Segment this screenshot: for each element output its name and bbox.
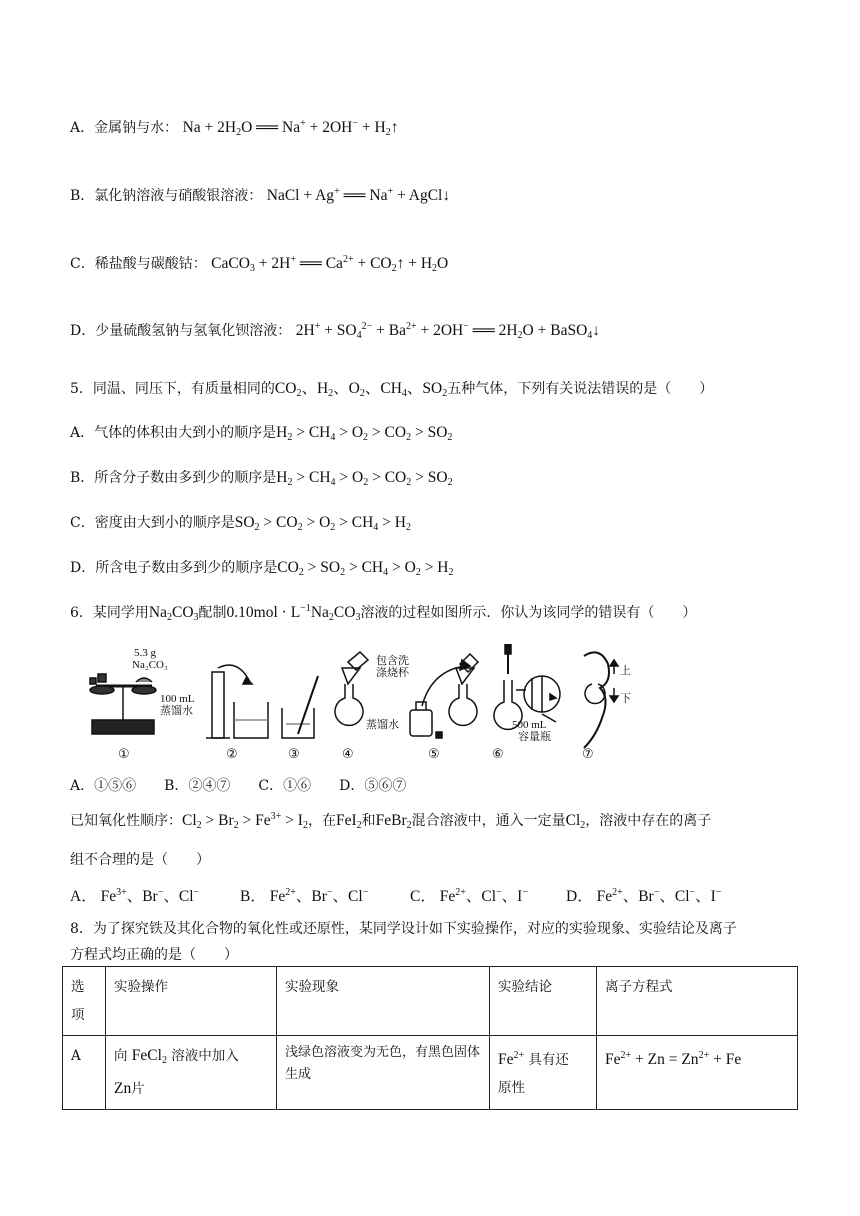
water-label: 蒸馏水 xyxy=(160,705,193,717)
volumetric-flask-icon xyxy=(335,652,368,725)
q4-d-equation: $2H^+ + SO_4^{2-} + Ba^{2+} + 2OH^-$ ══ $2H_2O$ + BaSO$_4$↓ xyxy=(295,321,601,341)
table-row xyxy=(63,1036,798,1110)
q4-a-equation: $Na + 2H_2O$ ══ $Na^+ + 2OH^- + H_2↑$ xyxy=(182,118,399,138)
balance-icon xyxy=(90,674,156,734)
mass-label: 5.3 g xyxy=(134,647,156,659)
q5-option-c: C．密度由大到小的顺序是$SO_2 > CO_2 > O_2 > CH_4 > H_2$ xyxy=(70,514,411,533)
q8-stem-line2: 方程式均正确的是（ ） xyxy=(70,947,238,963)
step-2-label: ② xyxy=(226,747,238,762)
q4-option-d: D．少量硫酸氢钠与氢氧化钡溶液： $2H^+ + SO_4^{2-} + Ba^{2+} + 2OH^-$ ══ $2H_2O$ + BaSO$_4$↓ xyxy=(70,321,601,341)
q4-option-c: C．稀盐酸与碳酸钴： CaCO$_3$ + 2H+ ══ $Ca^{2+}$ + $CO_2↑ + H_2O$ xyxy=(70,254,449,274)
eye-level-icon xyxy=(524,676,560,722)
wash-label-2: 涤烧杯 xyxy=(376,667,409,679)
step-7-label: ⑦ xyxy=(582,747,594,762)
q7-stem-line1: 已知氧化性顺序：$Cl_2 > Br_2 > Fe^{3+} > I_2$，在FeI$_2$和FeBr$_2$混合溶液中，通入一定量$Cl_2$，溶液中存在的离子 xyxy=(70,811,712,831)
row-conclusion: $Fe^{2+}$ 具有还 原性 xyxy=(490,1036,597,1110)
row-operation: 向 FeCl$_2$ 溶液中加入 Zn片 xyxy=(106,1036,277,1110)
wash-bottle-icon xyxy=(410,702,442,738)
water-label-2: 蒸馏水 xyxy=(366,719,399,731)
flask-label: 容量瓶 xyxy=(518,731,551,743)
q7-option-b: B． $Fe^{2+}$、Br−、Cl− xyxy=(240,887,369,905)
up-label: 上 xyxy=(620,665,631,677)
step-5-label: ⑤ xyxy=(428,747,440,762)
q5-option-d: D．所含电子数由多到少的顺序是$CO_2 > SO_2 > CH_4 > O_2 > H_2$ xyxy=(70,559,454,578)
q4-option-b: B．氯化钠溶液与硝酸银溶液： NaCl + Ag+ ══ Na+ + AgCl↓ xyxy=(70,186,451,204)
shaking-flask-icon xyxy=(584,652,618,748)
q5-option-b: B．所含分子数由多到少的顺序是$H_2 > CH_4 > O_2 > CO_2 > SO_2$ xyxy=(70,469,453,488)
q4-option-a: A．金属钠与水： $Na + 2H_2O$ ══ $Na^+ + 2OH^- + H_2↑$ xyxy=(70,118,399,138)
header-operation: 实验操作 xyxy=(106,967,277,1036)
step-1-label: ① xyxy=(118,747,130,762)
solution-preparation-figure xyxy=(86,644,642,764)
step-4-label: ④ xyxy=(342,747,354,762)
table-header-row xyxy=(63,967,798,1036)
stirring-beaker-icon xyxy=(282,676,318,738)
step-3-label: ③ xyxy=(288,747,300,762)
q8-stem-line1: 8．为了探究铁及其化合物的氧化性或还原性，某同学设计如下实验操作，对应的实验现象、实验结论及离子 xyxy=(70,921,737,937)
q7-stem-line2: 组不合理的是（ ） xyxy=(70,852,210,868)
header-conclusion: 实验结论 xyxy=(490,967,597,1036)
flask-volume-label: 500 mL xyxy=(512,719,547,731)
wash-label-1: 包含洗 xyxy=(376,655,409,667)
salt-label: Na₂CO₃ xyxy=(132,659,168,671)
header-option: 选 项 xyxy=(63,967,106,1036)
header-equation: 离子方程式 xyxy=(597,967,798,1036)
row-phenomenon: 浅绿色溶液变为无色，有黑色固体生成 xyxy=(277,1036,490,1110)
header-phenomenon: 实验现象 xyxy=(277,967,490,1036)
water-volume-label: 100 mL xyxy=(160,693,195,705)
q6-stem: 6．某同学用$Na_2CO_3$配制$0.10mol \cdot L^{-1}Na_2CO_3$溶液的过程如图所示．你认为该同学的错误有（ ） xyxy=(70,603,697,623)
q7-option-d: D． $Fe^{2+}$、Br−、Cl−、I− xyxy=(566,887,722,905)
beaker-icon xyxy=(234,702,268,738)
q4-b-equation: NaCl + Ag+ ══ Na+ + AgCl↓ xyxy=(266,186,451,204)
row-option: A xyxy=(63,1036,106,1110)
graduated-cylinder-icon xyxy=(206,665,252,738)
q6-options: A．①⑤⑥ B．②④⑦ C．①⑥ D．⑤⑥⑦ xyxy=(70,778,407,794)
experiment-table xyxy=(62,966,798,1110)
q5-stem: 5．同温、同压下，有质量相同的$CO_2$、$H_2$、$O_2$、$CH_4$、$SO_2$五种气体，下列有关说法错误的是（ ） xyxy=(70,380,714,399)
step-6-label: ⑥ xyxy=(492,747,504,762)
q7-option-a: A． $Fe^{3+}$、Br−、Cl− xyxy=(70,887,200,905)
q5-option-a: A．气体的体积由大到小的顺序是$H_2 > CH_4 > O_2 > CO_2 > SO_2$ xyxy=(70,424,453,443)
row-equation: $Fe^{2+} + Zn = Zn^{2+} + Fe$ xyxy=(597,1036,798,1110)
q7-option-c: C． $Fe^{2+}$、Cl−、I− xyxy=(410,887,528,905)
q4-c-equation: CaCO$_3$ + 2H+ ══ $Ca^{2+}$ + $CO_2↑ + H_2O$ xyxy=(211,254,449,274)
dropper-flask-icon xyxy=(494,644,526,729)
down-label: 下 xyxy=(620,693,631,705)
